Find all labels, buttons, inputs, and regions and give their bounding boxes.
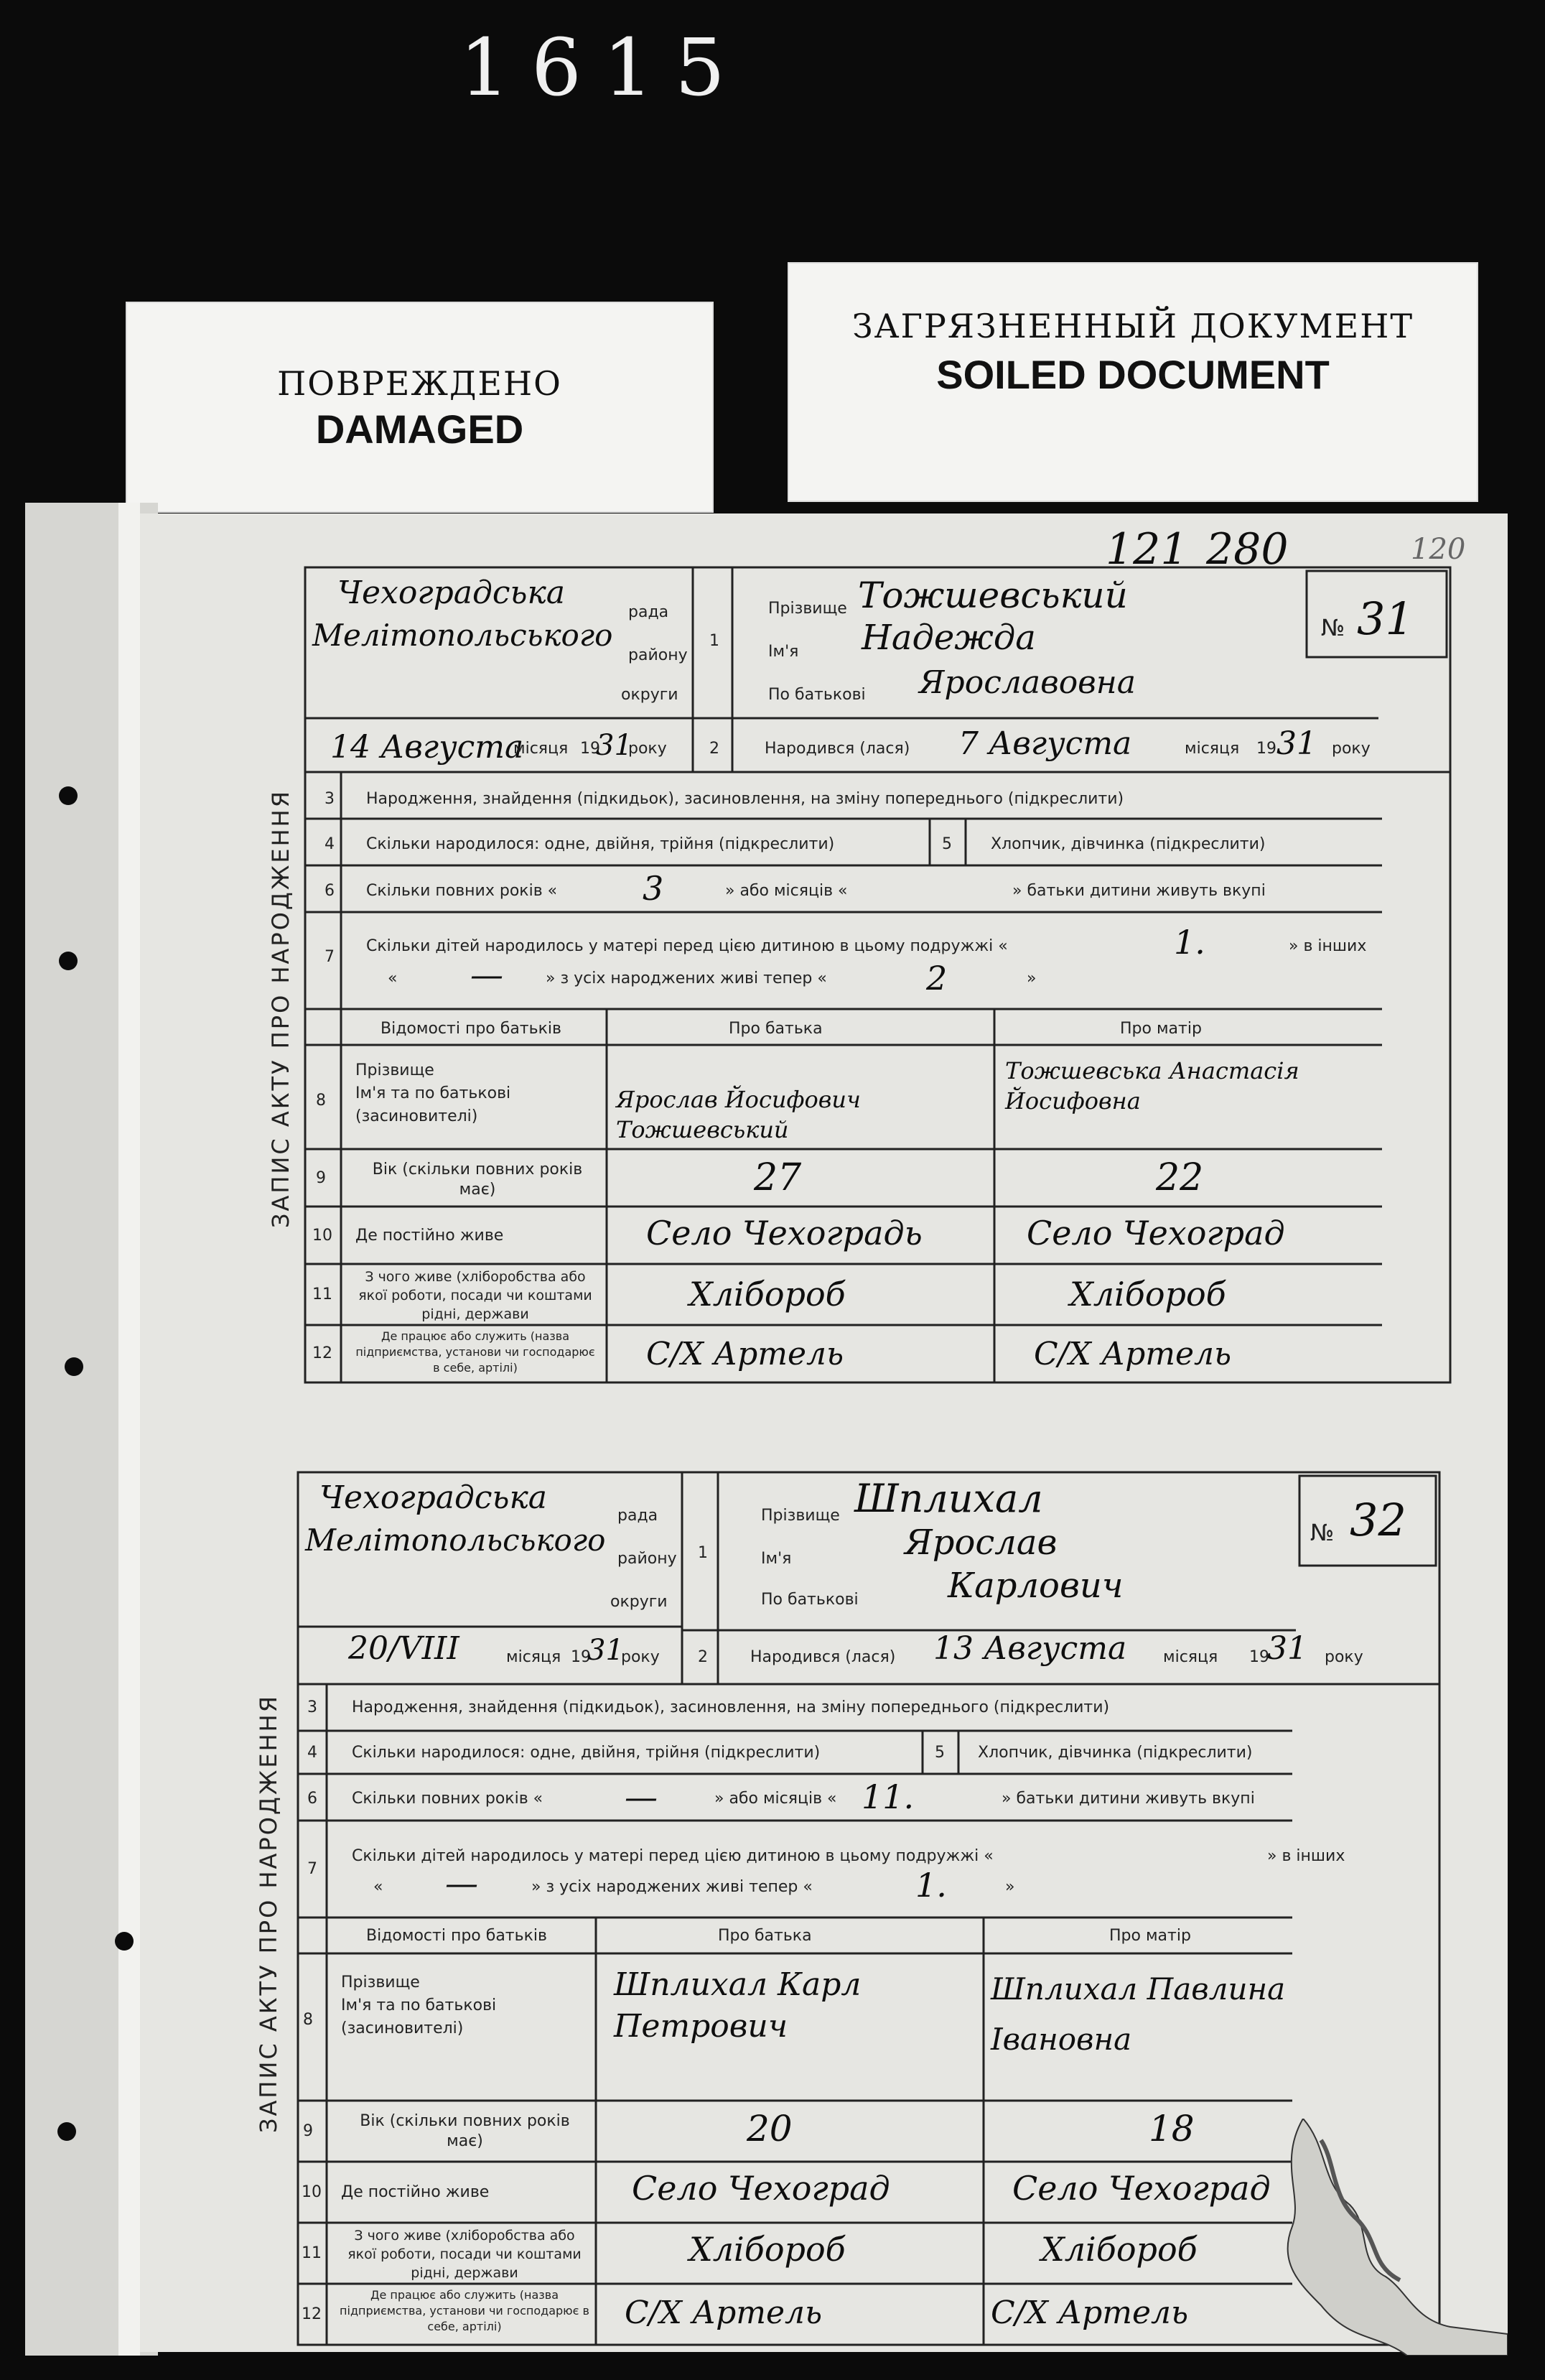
- record-2-mother-work: С/Х Артель: [991, 2295, 1189, 2331]
- record-2-born-year: 31: [1267, 1630, 1307, 1667]
- record-1-row-6-c: » батьки дитини живуть вкупі: [1012, 882, 1266, 900]
- record-2-registration-year: 31: [587, 1634, 624, 1667]
- record-1-row-7-c: «: [388, 970, 398, 987]
- record-1-row-num-10: 10: [312, 1227, 332, 1245]
- record-2-district: Мелітопольського: [305, 1523, 606, 1558]
- record-1-name: Надежда: [862, 618, 1036, 658]
- folio-number: 121: [1106, 524, 1188, 575]
- record-1-born: 7 Августа: [958, 725, 1132, 762]
- record-2-alive-now: 1.: [915, 1866, 947, 1905]
- record-2-patronymic-label: По батькові: [761, 1591, 859, 1609]
- record-1-row-9-label: Вік (скільки повних років має): [372, 1161, 583, 1199]
- record-2-row-3-text: Народження, знайдення (підкидьок), засиновлення, на зміну попереднього (підкреслити): [352, 1698, 1110, 1716]
- record-1-header-mother: Про матір: [1120, 1020, 1202, 1038]
- record-1-row-num-6: 6: [325, 882, 335, 900]
- soiled-ru: ЗАГРЯЗНЕННЫЙ ДОКУМЕНТ: [851, 307, 1414, 345]
- record-2-surname: Шплихал: [854, 1476, 1043, 1521]
- record-1-born-year: 31: [1276, 725, 1317, 762]
- record-1-registration-year: 31: [596, 729, 633, 762]
- damaged-ru: ПОВРЕЖДЕНО: [277, 364, 562, 403]
- record-2-row-8-label: Прізвище Ім'я та по батькові (засиновителі): [341, 1974, 497, 2037]
- record-2-mother-age: 18: [1149, 2108, 1195, 2149]
- record-2-number: 32: [1350, 1494, 1406, 1546]
- record-2-registration-day: 20/VIII: [348, 1630, 459, 1667]
- record-1-mother-work: С/Х Артель: [1034, 1336, 1232, 1372]
- damaged-en: DAMAGED: [315, 406, 524, 452]
- record-1-name-label: Ім'я: [768, 643, 799, 661]
- record-1-council: Чехоградська: [337, 575, 565, 611]
- record-2-row-1: 1: [698, 1544, 708, 1562]
- corner-number: 120: [1411, 533, 1466, 566]
- record-1-header-info: Відомості про батьків: [381, 1020, 561, 1038]
- record-2-mother-residence: Село Чехоград: [1012, 2169, 1271, 2208]
- record-2-born-roku-label: року: [1325, 1648, 1363, 1666]
- record-2-row-num-3: 3: [307, 1698, 317, 1716]
- record-2-row-num-6: 6: [307, 1790, 317, 1808]
- record-2-years-together: —: [625, 1777, 658, 1816]
- record-2-header-father: Про батька: [718, 1927, 812, 1945]
- record-1-row-4-text: Скільки народилося: одне, двійня, трійня (підкреслити): [366, 835, 835, 853]
- record-2-rada-label: рада: [617, 1507, 658, 1525]
- record-2-roku-label: року: [621, 1648, 660, 1666]
- record-1-row-7-e: »: [1027, 970, 1037, 987]
- record-1-patronymic-label: По батькові: [768, 686, 866, 704]
- record-2-row-5-text: Хлопчик, дівчинка (підкреслити): [978, 1744, 1253, 1762]
- record-2-row-7-d: » з усіх народжених живі тепер «: [531, 1878, 813, 1896]
- record-1-row-num-12: 12: [312, 1344, 332, 1362]
- record-1-number-label: №: [1321, 614, 1345, 641]
- record-2-father-name: Шплихал Карл Петрович: [614, 1966, 862, 2045]
- record-1-row-10-label: Де постійно живе: [355, 1227, 504, 1245]
- record-1-row-num-5: 5: [942, 835, 952, 853]
- record-2-mother-occupation: Хлібороб: [1041, 2230, 1198, 2269]
- record-1-row-12-label: Де працює або служить (назва підприємства, установи чи господарює в себе, артілі): [355, 1329, 595, 1375]
- record-2-father-occupation: Хлібороб: [689, 2230, 846, 2269]
- record-1-number: 31: [1357, 592, 1414, 645]
- record-1-row-11-label: З чого живе (хліборобства або якої роботи, посади чи коштами рідні, держави: [358, 1269, 592, 1322]
- record-2-row-num-4: 4: [307, 1744, 317, 1762]
- record-1-row-3-text: Народження, знайдення (підкидьок), засиновлення, на зміну попереднього (підкреслити): [366, 790, 1124, 808]
- record-2-year-prefix: 19: [571, 1648, 591, 1666]
- record-1-row-8-label: Прізвище Ім'я та по батькові (засиновителі): [355, 1061, 511, 1125]
- record-2-row-6-b: » або місяців «: [714, 1790, 837, 1808]
- record-2-row-10-label: Де постійно живе: [341, 2183, 490, 2201]
- record-1-row-num-4: 4: [325, 835, 335, 853]
- record-1-row-6-b: » або місяців «: [725, 882, 848, 900]
- record-2-row-9-label: Вік (скільки повних років має): [360, 2112, 570, 2150]
- record-1-children-before: 1.: [1174, 923, 1205, 962]
- record-1-side-title: ЗАПИС АКТУ ПРО НАРОДЖЕННЯ: [267, 789, 294, 1228]
- record-1-father-work: С/Х Артель: [646, 1336, 844, 1372]
- record-1-rayonu-label: району: [628, 646, 688, 664]
- record-2-father-residence: Село Чехоград: [632, 2169, 890, 2208]
- record-1-row-num-8: 8: [316, 1092, 326, 1110]
- record-1-row-num-7: 7: [325, 948, 335, 966]
- record-2-row-7-e: »: [1005, 1878, 1015, 1896]
- record-1-surname: Тожшевський: [858, 575, 1128, 616]
- record-1-okrugy-label: округи: [621, 686, 678, 704]
- record-2-row-7-a: Скільки дітей народилось у матері перед цією дитиною в цьому подружжі «: [352, 1847, 994, 1865]
- record-1-patronymic: Ярославовна: [919, 664, 1136, 701]
- record-2-row-num-8: 8: [303, 2011, 313, 2029]
- record-1-row-1: 1: [709, 632, 719, 650]
- record-2-row-num-10: 10: [302, 2183, 322, 2201]
- record-2-header-info: Відомості про батьків: [366, 1927, 547, 1945]
- soiled-en: SOILED DOCUMENT: [936, 352, 1330, 397]
- torn-corner: [1235, 2119, 1508, 2356]
- record-2-row-num-5: 5: [935, 1744, 945, 1762]
- record-1-rada-label: рада: [628, 603, 669, 621]
- record-2-born: 13 Августа: [933, 1630, 1127, 1667]
- record-2-months-together: 11.: [862, 1777, 915, 1816]
- record-2-side-title: ЗАПИС АКТУ ПРО НАРОДЖЕННЯ: [255, 1694, 282, 2133]
- record-2-row-2: 2: [698, 1648, 708, 1666]
- record-1-alive-now: 2: [926, 959, 948, 998]
- record-1-roku-label: року: [628, 740, 667, 758]
- record-1-born-month-label: місяця: [1185, 740, 1240, 758]
- record-2-row-num-12: 12: [302, 2305, 322, 2323]
- record-2-month-label: місяця: [506, 1648, 561, 1666]
- record-2-name: Ярослав: [905, 1523, 1058, 1563]
- record-2-row-7-c: «: [373, 1878, 383, 1896]
- archive-number: 1615: [459, 22, 747, 113]
- record-1-row-7-a: Скільки дітей народилось у матері перед цією дитиною в цьому подружжі «: [366, 937, 1008, 955]
- record-2-row-6-c: » батьки дитини живуть вкупі: [1002, 1790, 1255, 1808]
- record-1-father-occupation: Хлібороб: [689, 1275, 846, 1314]
- record-1-row-num-11: 11: [312, 1286, 332, 1303]
- record-2-mother-name: Шплихал Павлина Івановна: [991, 1971, 1286, 2057]
- record-1-registration-day: 14 Августа: [330, 729, 524, 766]
- record-2-other-children: —: [445, 1864, 478, 1902]
- record-1-mother-occupation: Хлібороб: [1070, 1275, 1226, 1314]
- record-2-okrugy-label: округи: [610, 1593, 668, 1611]
- record-2-council: Чехоградська: [319, 1479, 547, 1516]
- record-1-row-num-9: 9: [316, 1169, 326, 1187]
- record-1-row-2: 2: [709, 740, 719, 758]
- record-1-father-age: 27: [754, 1156, 802, 1199]
- record-2-rayonu-label: району: [617, 1550, 677, 1568]
- record-2-surname-label: Прізвище: [761, 1507, 840, 1525]
- record-1-born-roku-label: року: [1332, 740, 1371, 758]
- record-2-row-num-9: 9: [303, 2122, 313, 2140]
- record-1-header-father: Про батька: [729, 1020, 823, 1038]
- record-2-row-4-text: Скільки народилося: одне, двійня, трійня (підкреслити): [352, 1744, 821, 1762]
- record-1-born-label: Народився (лася): [765, 740, 910, 758]
- record-2-name-label: Ім'я: [761, 1550, 792, 1568]
- record-1-other-children: —: [470, 955, 503, 994]
- record-2-header-mother: Про матір: [1109, 1927, 1191, 1945]
- record-1-mother-name: Тожшевська Анастасія Йосифовна: [1005, 1057, 1299, 1115]
- record-2-number-label: №: [1310, 1519, 1335, 1546]
- record-1-district: Мелітопольського: [312, 618, 613, 653]
- record-2-row-7-b: » в інших: [1267, 1847, 1345, 1865]
- record-2-father-age: 20: [747, 2108, 793, 2149]
- record-2-born-label: Народився (лася): [750, 1648, 896, 1666]
- record-1-row-5-text: Хлопчик, дівчинка (підкреслити): [991, 835, 1266, 853]
- record-2-row-11-label: З чого живе (хліборобства або якої роботи, посади чи коштами рідні, держави: [347, 2228, 582, 2281]
- record-2-row-12-label: Де працює або служить (назва підприємства, установи чи господарює в себе, артілі): [340, 2288, 589, 2333]
- record-1-mother-age: 22: [1156, 1156, 1204, 1199]
- record-1-mother-residence: Село Чехоград: [1027, 1214, 1285, 1252]
- record-1-row-6-a: Скільки повних років «: [366, 882, 558, 900]
- record-2-patronymic: Карлович: [948, 1566, 1124, 1606]
- record-2-row-num-7: 7: [307, 1860, 317, 1878]
- record-1-born-year-prefix: 19: [1256, 740, 1276, 758]
- record-1-father-residence: Село Чехоградь: [646, 1214, 923, 1252]
- record-2-born-year-prefix: 19: [1249, 1648, 1269, 1666]
- record-1-row-7-d: » з усіх народжених живі тепер «: [546, 970, 827, 987]
- record-1-father-name: Ярослав Йосифович Тожшевський: [616, 1086, 861, 1143]
- record-1-row-7-b: » в інших: [1289, 937, 1367, 955]
- record-1-surname-label: Прізвище: [768, 600, 847, 618]
- record-2-row-6-a: Скільки повних років «: [352, 1790, 543, 1808]
- record-1-month-label: місяця: [513, 740, 569, 758]
- folio-number-2: 280: [1206, 524, 1289, 575]
- record-2-born-month-label: місяця: [1163, 1648, 1218, 1666]
- record-1-row-num-3: 3: [325, 790, 335, 808]
- record-1-years-together: 3: [643, 869, 664, 908]
- record-2-row-num-11: 11: [302, 2244, 322, 2262]
- record-1-year-prefix: 19: [580, 740, 600, 758]
- record-2-father-work: С/Х Артель: [625, 2295, 823, 2331]
